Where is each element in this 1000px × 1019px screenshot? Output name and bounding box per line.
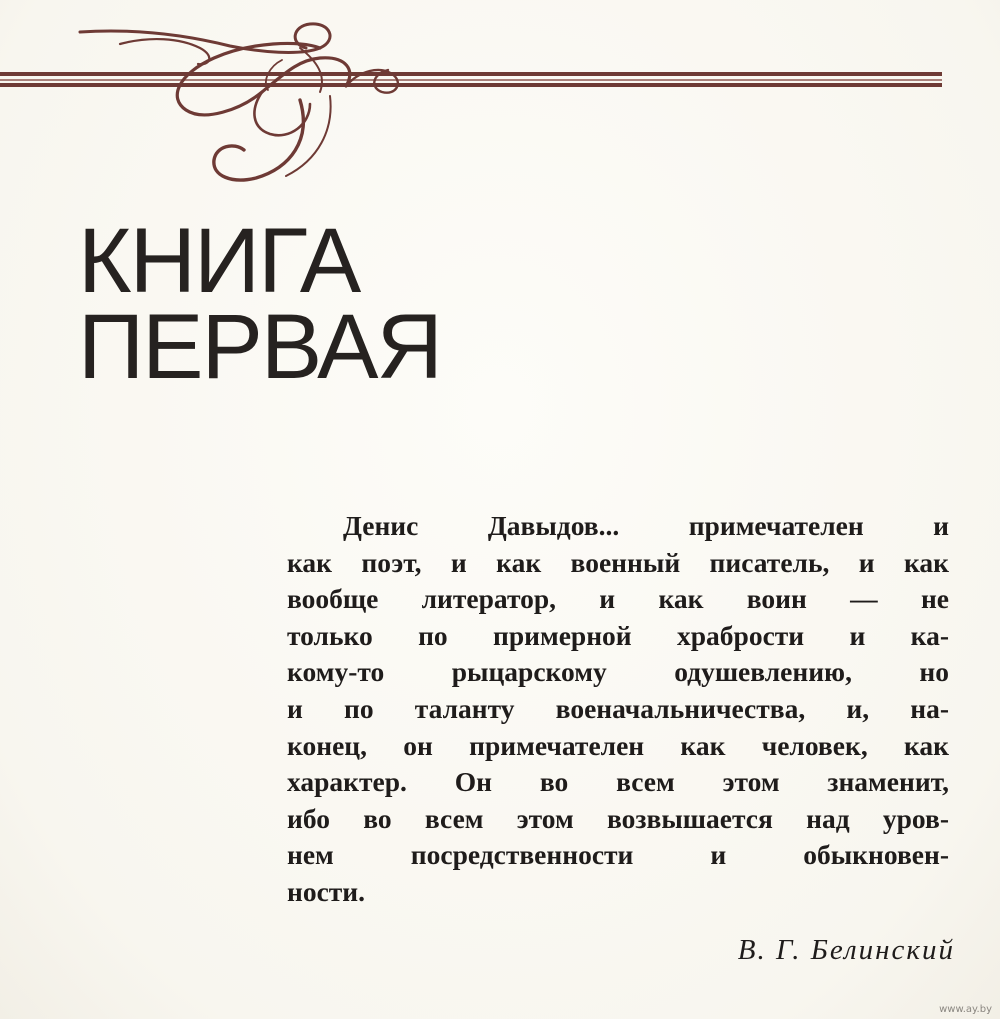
epigraph-line: ибо во всем этом возвышается над уров- <box>287 802 949 834</box>
epigraph-author: В. Г. Белинский <box>737 934 955 966</box>
epigraph-line: Денис Давыдов... примечателен и <box>343 510 949 541</box>
ornament-flourish <box>80 24 398 180</box>
epigraph-line: нем посредственности и обыкновен- <box>287 839 949 871</box>
epigraph-line: вообще литератор, и как воин — не <box>287 583 949 615</box>
chapter-title <box>78 210 441 398</box>
watermark: www.ay.by <box>939 1004 992 1015</box>
epigraph-line: кому-то рыцарскому одушевлению, но <box>287 656 949 688</box>
chapter-title-line-1: КНИГА <box>78 210 360 312</box>
epigraph-line: и по таланту военачальничества, и, на- <box>287 692 949 724</box>
calligraphic-flourish-icon <box>0 0 1000 200</box>
epigraph-line: как поэт, и как военный писатель, и как <box>287 546 949 578</box>
epigraph-line: конец, он примечателен как человек, как <box>287 729 949 761</box>
epigraph-line: ности. <box>287 875 366 907</box>
epigraph-line: только по примерной храбрости и ка- <box>287 619 949 651</box>
ornament-rule <box>0 72 942 87</box>
chapter-title-line-2: ПЕРВАЯ <box>78 296 441 398</box>
epigraph-text <box>287 508 949 911</box>
epigraph-line: характер. Он во всем этом знаменит, <box>287 766 949 798</box>
